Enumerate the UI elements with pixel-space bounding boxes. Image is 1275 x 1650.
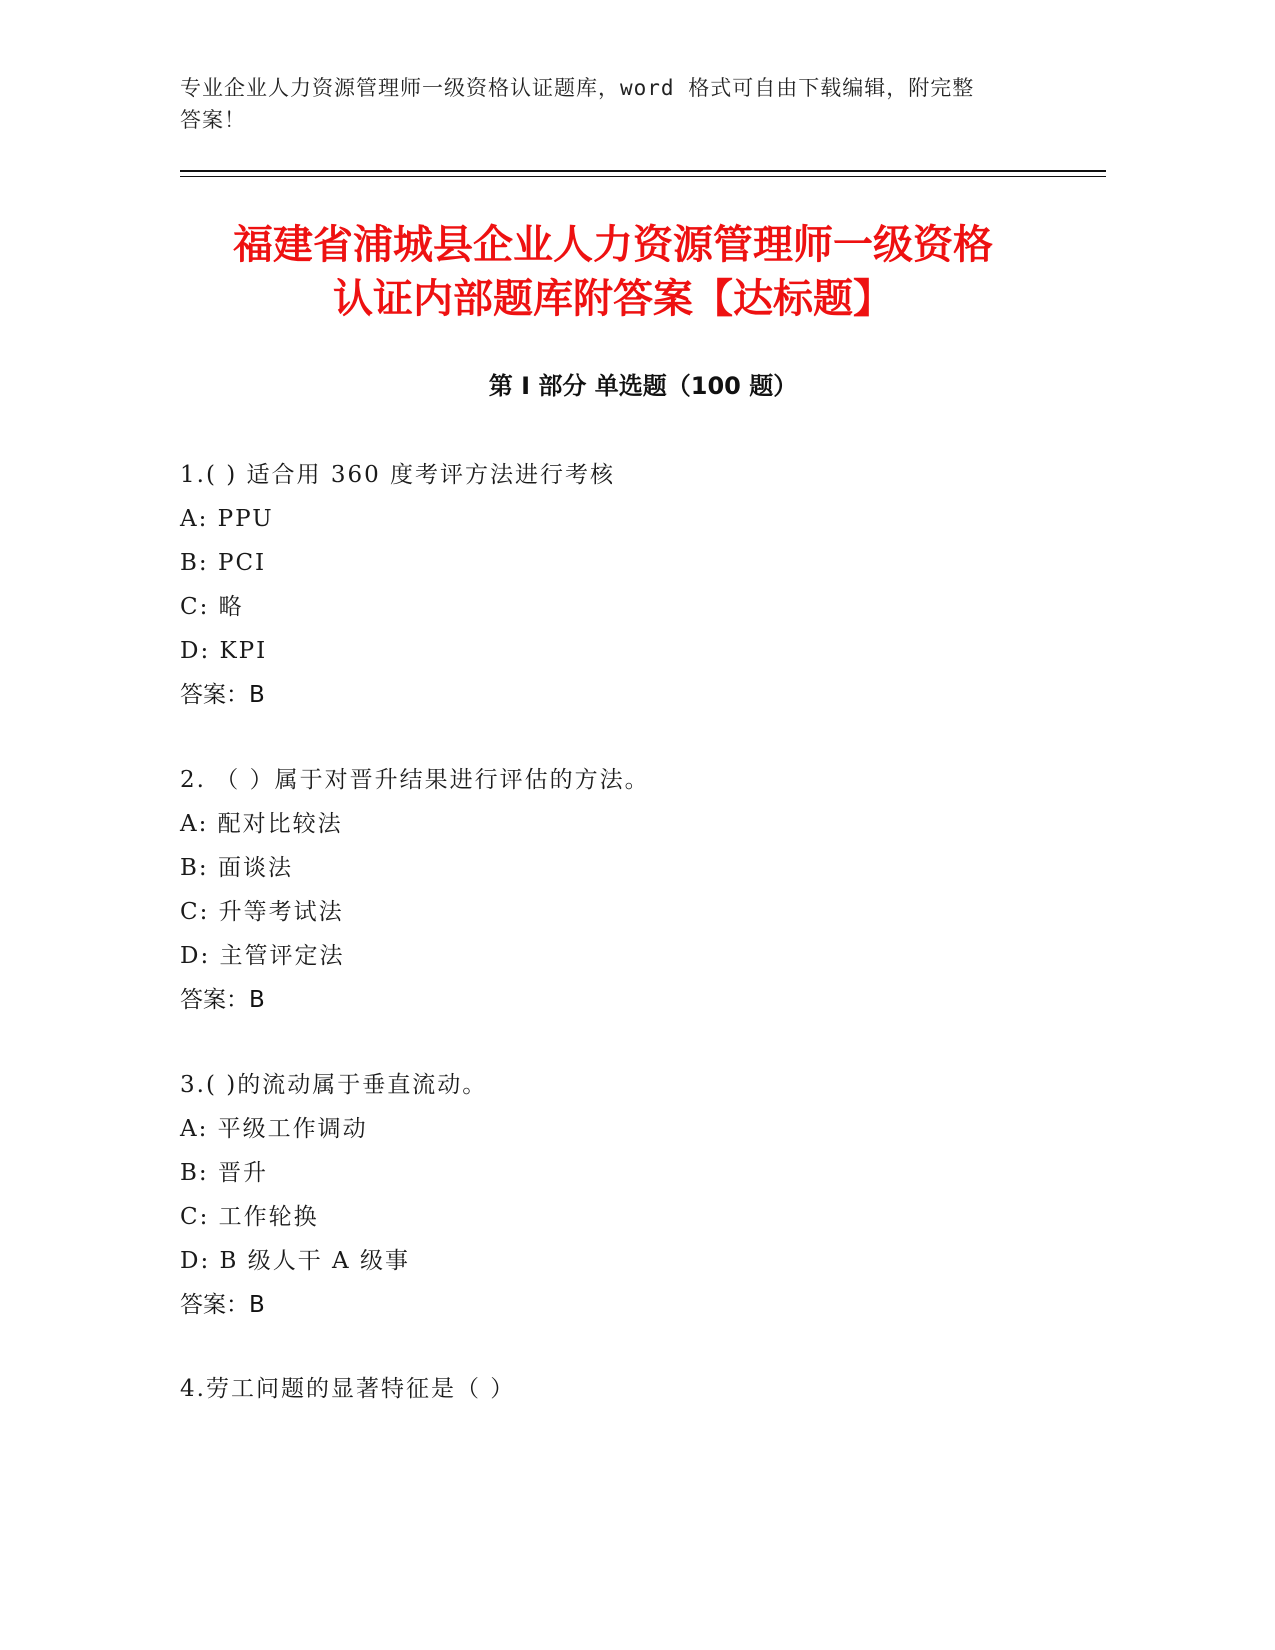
header-note	[180, 72, 1040, 136]
option-d: D: 主管评定法	[180, 943, 345, 969]
option-a: A: PPU	[180, 506, 274, 532]
question-4	[180, 1367, 1080, 1411]
option-b: B: 晋升	[180, 1160, 268, 1186]
option-a: A: 配对比较法	[180, 811, 343, 837]
option-c: C: 升等考试法	[180, 899, 344, 925]
document-title-line-2: 认证内部题库附答案【达标题】	[333, 276, 893, 322]
document-title	[150, 218, 1076, 326]
question-stem: 4.劳工问题的显著特征是（ ）	[180, 1376, 516, 1402]
question-stem: 2. （ ）属于对晋升结果进行评估的方法。	[180, 767, 650, 793]
answer-line: 答案：B	[180, 987, 265, 1013]
answer-line: 答案：B	[180, 1292, 265, 1318]
option-b: B: PCI	[180, 550, 267, 576]
document-title-line-1: 福建省浦城县企业人力资源管理师一级资格	[233, 222, 993, 268]
option-d: D: B 级人干 A 级事	[180, 1248, 410, 1274]
header-note-line-2: 答案！	[180, 108, 246, 132]
answer-line: 答案：B	[180, 682, 265, 708]
option-c: C: 工作轮换	[180, 1204, 319, 1230]
section-heading: 第 I 部分 单选题（100 题）	[488, 372, 798, 400]
question-2	[180, 758, 1080, 1022]
option-c: C: 略	[180, 594, 244, 620]
option-a: A: 平级工作调动	[180, 1116, 368, 1142]
question-stem: 1.( ) 适合用 360 度考评方法进行考核	[180, 462, 616, 488]
question-stem: 3.( )的流动属于垂直流动。	[180, 1072, 488, 1098]
option-d: D: KPI	[180, 638, 268, 664]
header-note-line-1: 专业企业人力资源管理师一级资格认证题库，word 格式可自由下载编辑，附完整	[180, 76, 975, 100]
header-divider-thick	[180, 170, 1106, 172]
question-3	[180, 1063, 1080, 1327]
header-divider-thin	[180, 176, 1106, 177]
question-1	[180, 453, 1080, 717]
option-b: B: 面谈法	[180, 855, 293, 881]
